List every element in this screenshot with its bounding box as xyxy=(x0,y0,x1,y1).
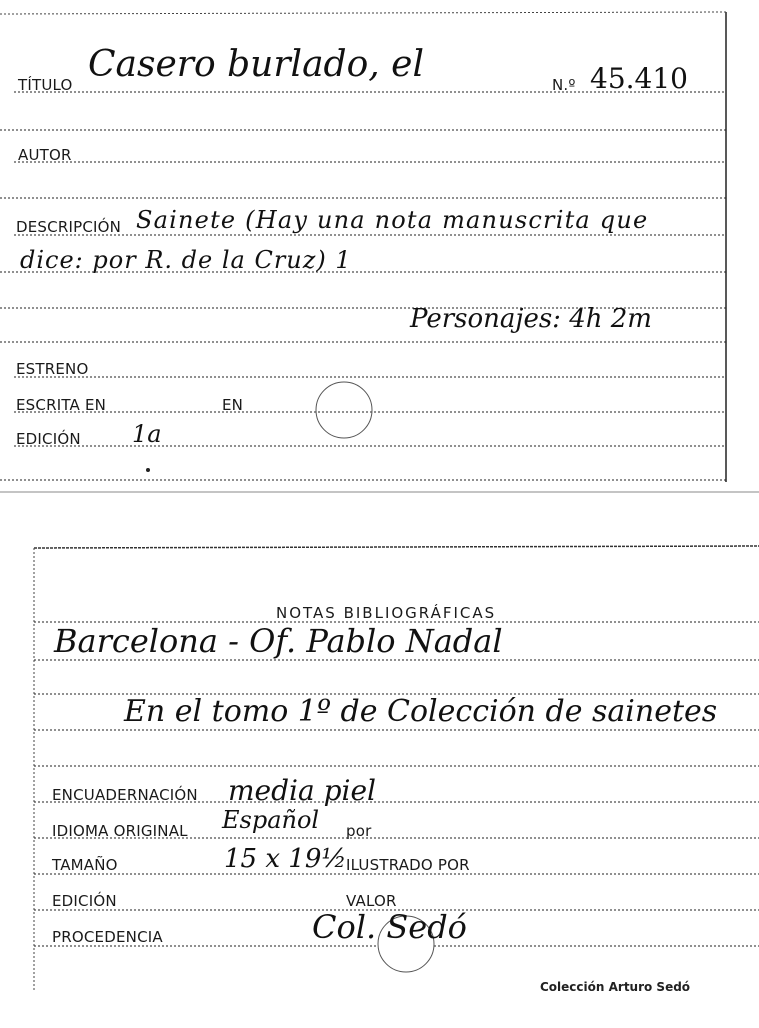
procedencia-label: PROCEDENCIA xyxy=(52,928,163,946)
nota-line2: En el tomo 1º de Colección de sainetes xyxy=(124,694,718,729)
autor-label: AUTOR xyxy=(18,146,72,164)
encuadernacion-value: media piel xyxy=(228,774,376,807)
titulo-value: Casero burlado, el xyxy=(88,44,424,85)
escrita-en-label: ESCRITA EN xyxy=(16,396,107,414)
personajes-note: Personajes: 4h 2m xyxy=(410,304,652,334)
descripcion-line2: dice: por R. de la Cruz) 1 xyxy=(20,246,352,274)
encuadernacion-label: ENCUADERNACIÓN xyxy=(52,786,198,804)
en-label: EN xyxy=(222,396,244,414)
notas-heading: NOTAS BIBLIOGRÁFICAS xyxy=(276,604,497,622)
edicion-bottom-label: EDICIÓN xyxy=(52,892,117,910)
tamano-value: 15 x 19½ xyxy=(224,844,347,874)
ilustrado-label: ILUSTRADO POR xyxy=(346,856,470,874)
edicion-label: EDICIÓN xyxy=(16,430,81,448)
numero-label: N.º xyxy=(552,76,576,94)
idioma-label: IDIOMA ORIGINAL xyxy=(52,822,188,840)
estreno-label: ESTRENO xyxy=(16,360,89,378)
tamano-label: TAMAÑO xyxy=(52,856,118,874)
valor-label: VALOR xyxy=(346,892,397,910)
por-label: por xyxy=(346,822,372,840)
procedencia-value: Col. Sedó xyxy=(312,908,467,946)
numero-value: 45.410 xyxy=(590,62,688,95)
titulo-label: TÍTULO xyxy=(18,76,73,94)
collection-footer: Colección Arturo Sedó xyxy=(540,980,691,994)
edicion-value: 1a xyxy=(132,420,162,448)
descripcion-label: DESCRIPCIÓN xyxy=(16,218,122,236)
nota-line1: Barcelona - Of. Pablo Nadal xyxy=(54,622,503,660)
descripcion-line1: Sainete (Hay una nota manuscrita que xyxy=(136,206,649,234)
idioma-value: Español xyxy=(222,806,320,834)
